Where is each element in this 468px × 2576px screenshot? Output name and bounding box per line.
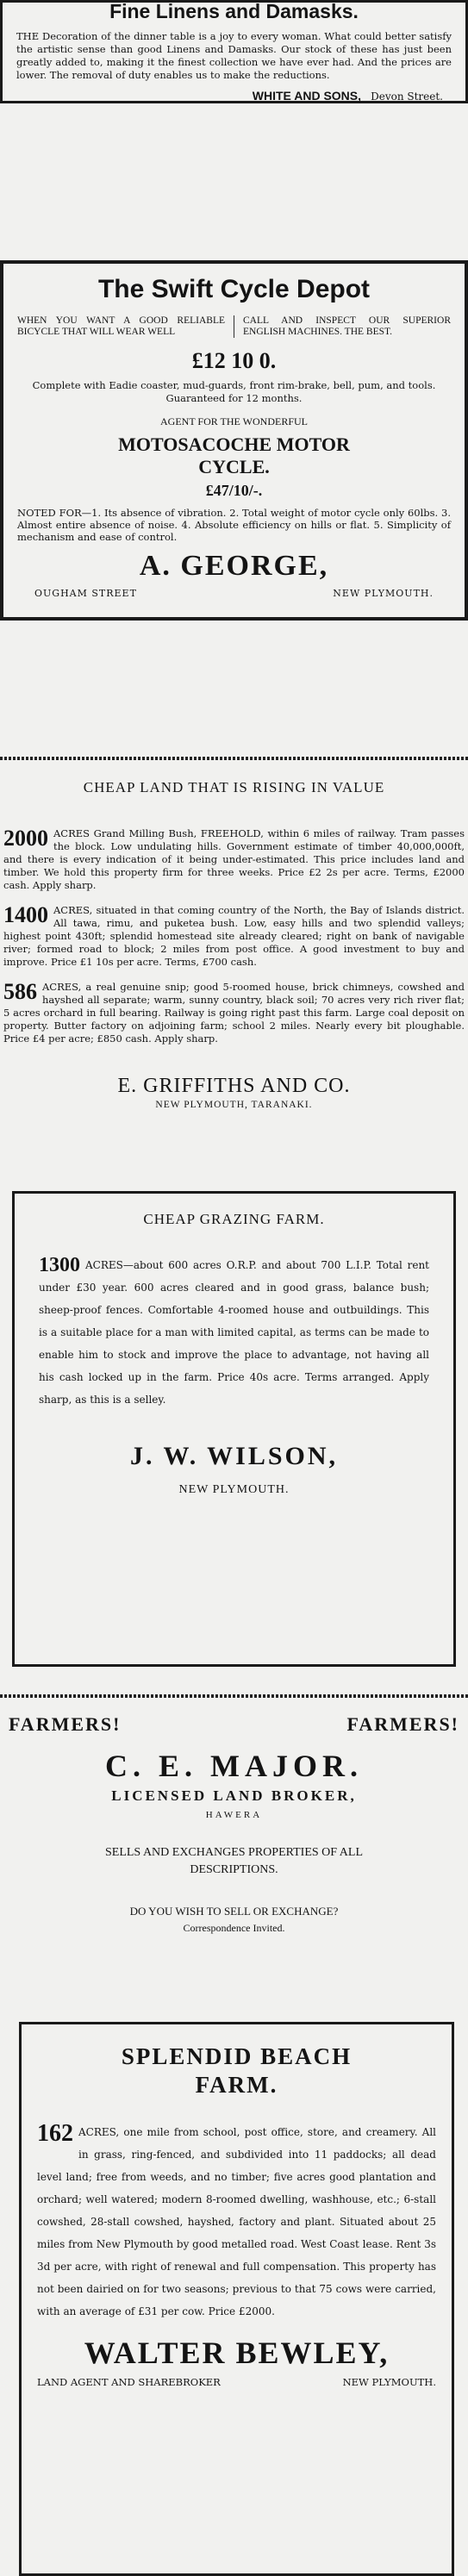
griffiths-advert [0, 767, 468, 1172]
bewley-advert [19, 2022, 454, 2576]
wilson-advert [12, 1191, 456, 1667]
wilson-listing [39, 1254, 429, 1411]
wilson-town: NEW PLYMOUTH. [178, 1483, 290, 1496]
bewley-firm: WALTER BEWLEY, [84, 2336, 390, 2370]
cycle-product-line1: MOTOSACOCHE MOTOR [118, 433, 350, 455]
griffiths-item-text: ACRES, a real genuine snip; good 5-roomed house, brick chimneys, cowshed and hayshed all separate; warm, sunny country, black soil; 70 acres very rich river flat; 5 acres orchard in full bearing. Railway is going right past this farm. Large coal deposit on property. Butter factory on adjoining farm; school 2 miles. Nearly every bit ploughable. Price £4 per acre; £850 cash. Apply sharp. [3, 981, 465, 1045]
major-farmers-row [9, 1713, 459, 1736]
bewley-heading-line1: SPLENDID BEACH [121, 2043, 353, 2069]
griffiths-item-number: 1400 [3, 902, 48, 927]
major-advert [0, 1713, 468, 1989]
major-invite: Correspondence Invited. [183, 1922, 285, 1934]
linens-signature [16, 87, 452, 103]
bewley-heading-line2: FARM. [195, 2072, 278, 2098]
bewley-listing [37, 2121, 436, 2323]
major-sells: SELLS AND EXCHANGES PROPERTIES OF ALL DESCRIPTIONS. [104, 1846, 364, 1876]
cycle-street: OUGHAM STREET [34, 588, 137, 599]
major-town: HAWERA [205, 1810, 263, 1820]
major-farmers-right: FARMERS! [346, 1713, 459, 1735]
griffiths-item-2 [3, 904, 465, 969]
cycle-town: NEW PLYMOUTH. [333, 588, 434, 599]
cycle-intro [17, 315, 451, 338]
griffiths-heading: CHEAP LAND THAT IS RISING IN VALUE [83, 779, 385, 795]
griffiths-item-number: 2000 [3, 826, 48, 851]
cycle-address [34, 588, 434, 599]
major-name: C. E. MAJOR. [105, 1749, 363, 1783]
cycle-heading: The Swift Cycle Depot [97, 275, 371, 303]
linens-address: Devon Street. [371, 90, 443, 103]
linens-firm: WHITE AND SONS, [252, 89, 362, 103]
cycle-right-col: CALL AND INSPECT OUR SUPERIOR ENGLISH MACHINES. THE BEST. [243, 315, 451, 337]
griffiths-item-number: 586 [3, 979, 37, 1004]
cycle-agent: AGENT FOR THE WONDERFUL [159, 415, 308, 427]
griffiths-item-text: ACRES Grand Milling Bush, FREEHOLD, within 6 miles of railway. Tram passes the block. Low undulating hills. Government estimate of timber 40,000,000ft, and there is every indication of it being under-estimated. This price includes land and timber. We hold this property firm for three weeks. Price £2 2s per acre. Terms, £2000 cash. Apply sharp. [3, 827, 465, 891]
cycle-price2: £47/10/-. [205, 482, 263, 499]
linens-heading: Fine Linens and Damasks. [109, 0, 359, 22]
major-farmers-left: FARMERS! [9, 1713, 122, 1735]
wilson-heading: CHEAP GRAZING FARM. [143, 1211, 325, 1227]
cycle-noted: NOTED FOR—1. Its absence of vibration. 2. Total weight of motor cycle only 60lbs. 3. Almost entire absence of noise. 4. Absolute efficiency on hills or flat. 5. Simplicity of mechanism and ease of control. [17, 507, 451, 543]
wilson-body: ACRES—about 600 acres O.R.P. and about 700 L.I.P. Total rent under £30 year. 600 acres cleared and in good grass, balance bush; sheep-proof fences. Comfortable 4-roomed house and outbuildings. This is a suitable place for a man with limited capital, as terms can be made to enable him to stock and improve the place to advantage, not having all his cash locked up in the farm. Price 40s acre. Terms arranged. Apply sharp, as this is a selley. [39, 1259, 429, 1406]
cycle-proprietor: A. GEORGE, [139, 550, 329, 582]
cycle-advert [0, 260, 468, 621]
section-divider [0, 757, 468, 760]
bewley-body: ACRES, one mile from school, post office, store, and creamery. All in grass, ring-fenced, and subdivided into 11 paddocks; all dead level land; free from weeds, and no timber; five acres good plantation and orchard; well watered; modern 8-roomed dwelling, washhouse, etc.; 6-stall cowshed, 28-stall cowshed, hayshed, factory and plant. Situated about 25 miles from New Plymouth by good metalled road. West Coast lease. Rent 3s 3d per acre, with right of renewal and full compensation. This property has not been dairied on for two seasons; previous to that 75 cows were carried, with an average of £31 per cow. Price £2000. [37, 2126, 436, 2317]
cycle-price1: £12 10 0. [191, 348, 277, 373]
linens-advert [0, 0, 468, 103]
cycle-left-col: WHEN YOU WANT A GOOD RELIABLE BICYCLE THAT WILL WEAR WELL [17, 315, 234, 338]
section-divider [0, 1694, 468, 1698]
wilson-firm: J. W. WILSON, [129, 1442, 339, 1470]
major-question: DO YOU WISH TO SELL OR EXCHANGE? [129, 1905, 339, 1918]
bewley-title: LAND AGENT AND SHAREBROKER [37, 2376, 221, 2388]
griffiths-item-text: ACRES, situated in that coming country of the North, the Bay of Islands district. All tawa, rimu, and puketea bush. Low, easy hills and two splendid valleys; highest point 430ft; splendid homestead site already cleared; right on bank of navigable river; formed road to block; 2 miles from post office. A good investment to buy and improve. Price £1 10s per acre. Terms, £700 cash. [3, 904, 465, 968]
griffiths-item-3 [3, 981, 465, 1045]
linens-body: THE Decoration of the dinner table is a joy to every woman. What could better satisfy the artistic sense than good Linens and Damasks. Our stock of these has just been greatly added to, making it the finest collection we have ever had. And the prices are lower. The removal of duty enables us to make the reductions. [16, 30, 452, 81]
bewley-address [37, 2376, 436, 2388]
bewley-town: NEW PLYMOUTH. [342, 2376, 436, 2388]
griffiths-address: NEW PLYMOUTH, TARANAKI. [155, 1100, 313, 1110]
bewley-number: 162 [37, 2120, 73, 2147]
cycle-product-line2: CYCLE. [198, 456, 270, 477]
major-title: LICENSED LAND BROKER, [111, 1787, 357, 1804]
griffiths-item-1 [3, 827, 465, 892]
griffiths-firm: E. GRIFFITHS AND CO. [117, 1075, 351, 1097]
cycle-detail: Complete with Eadie coaster, mud-guards, front rim-brake, bell, pum, and tools. Guaranteed for 12 months. [32, 379, 436, 404]
wilson-number: 1300 [39, 1254, 80, 1276]
